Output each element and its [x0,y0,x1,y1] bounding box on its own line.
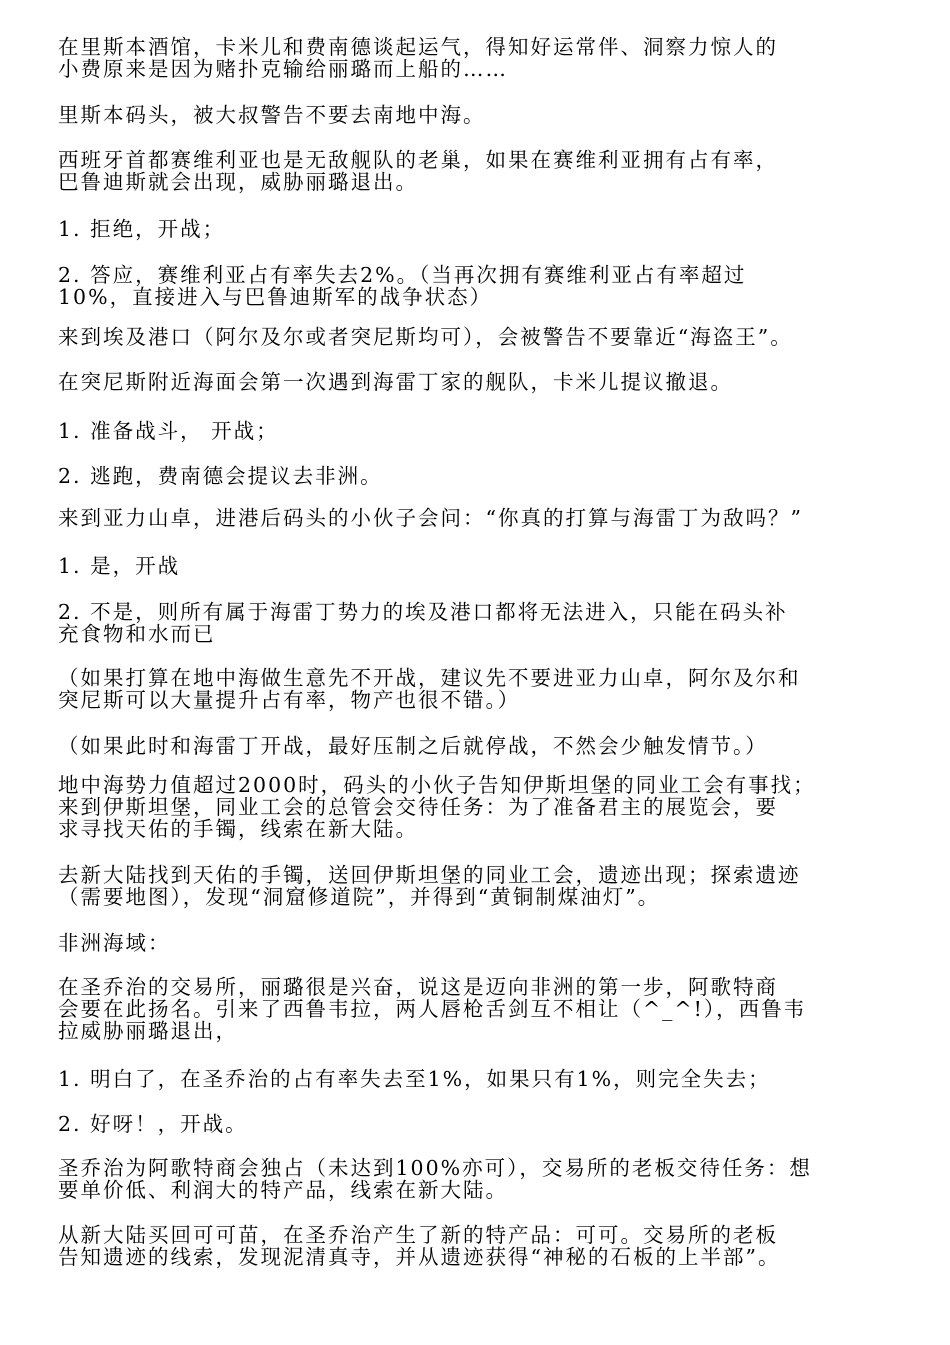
text-line: 非洲海域： [58,931,171,955]
text-line: 10%，直接进入与巴鲁迪斯军的战争状态） [58,285,493,309]
text-line: 1. 是，开战 [58,554,181,578]
text-line: 会要在此扬名。引来了西鲁韦拉，两人唇枪舌剑互不相让（^_^!），西鲁韦 [58,997,807,1021]
text-line: 求寻找天佑的手镯，线索在新大陆。 [58,817,418,841]
text-line: 1. 拒绝，开战； [58,217,226,241]
paragraph-egypt-ports [58,326,903,348]
paragraph-st-george [58,976,903,1042]
text-line: 2. 逃跑，费南德会提议去非洲。 [58,464,383,488]
text-line: 2. 好呀！，开战。 [58,1112,248,1136]
text-line: 1. 明白了，在圣乔治的占有率失去至1%，如果只有1%，则完全失去； [58,1067,771,1091]
text-line: 来到亚力山卓，进港后码头的小伙子会问：“你真的打算与海雷丁为敌吗？” [58,506,803,530]
text-line: 充食物和水而已 [58,622,216,646]
paragraph-trade-tip [58,667,903,711]
paragraph-option-yes [58,555,903,577]
text-line: 圣乔治为阿歌特商会独占（未达到100%亦可），交易所的老板交待任务：想 [58,1156,812,1180]
paragraph-cocoa [58,1224,903,1268]
text-line: 从新大陆买回可可苗，在圣乔治产生了新的特产品：可可。交易所的老板 [58,1223,778,1247]
text-line: 巴鲁迪斯就会出现，威胁丽璐退出。 [58,170,418,194]
paragraph-lisbon-dock [58,104,903,126]
text-line: 在圣乔治的交易所，丽璐很是兴奋，说这是迈向非洲的第一步，阿歌特商 [58,975,778,999]
text-line: 来到埃及港口（阿尔及尔或者突尼斯均可），会被警告不要靠近“海盗王”。 [58,325,793,349]
text-line: 在突尼斯附近海面会第一次遇到海雷丁家的舰队，卡米儿提议撤退。 [58,370,733,394]
paragraph-tunis-fleet [58,371,903,393]
text-line: 来到伊斯坦堡，同业工会的总管会交待任务：为了准备君主的展览会，要 [58,795,778,819]
text-line: 要单价低、利润大的特产品，线索在新大陆。 [58,1178,508,1202]
text-line: （如果此时和海雷丁开战，最好压制之后就停战，不然会少触发情节。） [58,734,768,758]
paragraph-option-agree [58,264,903,308]
text-line: 1. 准备战斗， 开战； [58,419,279,443]
text-line: 告知遗迹的线索，发现泥清真寺，并从遗迹获得“神秘的石板的上半部”。 [58,1245,781,1269]
text-line: （如果打算在地中海做生意先不开战，建议先不要进亚力山卓，阿尔及尔和 [58,666,801,690]
paragraph-ceasefire-tip [58,735,903,757]
text-line: 拉威胁丽璐退出， [58,1019,238,1043]
paragraph-africa-heading [58,932,903,954]
paragraph-option-okay [58,1113,903,1135]
text-line: 突尼斯可以大量提升占有率，物产也很不错。） [58,688,521,712]
paragraph-bracelet [58,864,903,908]
text-line: 里斯本码头，被大叔警告不要去南地中海。 [58,103,486,127]
text-line: 西班牙首都赛维利亚也是无敌舰队的老巢，如果在赛维利亚拥有占有率， [58,148,778,172]
paragraph-option-fight [58,420,903,442]
paragraph-option-refuse [58,218,903,240]
text-line: 2. 答应，赛维利亚占有率失去2%。（当再次拥有赛维利亚占有率超过 [58,263,747,287]
text-line: 2. 不是，则所有属于海雷丁势力的埃及港口都将无法进入，只能在码头补 [58,600,788,624]
paragraph-option-understood [58,1068,903,1090]
paragraph-seville [58,149,903,193]
paragraph-lisbon-tavern [58,36,903,80]
paragraph-monopoly [58,1157,903,1201]
paragraph-option-no [58,601,903,645]
text-line: 小费原来是因为赌扑克输给丽璐而上船的…… [58,57,508,81]
text-line: 地中海势力值超过2000时，码头的小伙子告知伊斯坦堡的同业工会有事找； [58,773,816,797]
paragraph-alexandria [58,507,903,529]
paragraph-option-flee [58,465,903,487]
text-line: （需要地图），发现“洞窟修道院”，并得到“黄铜制煤油灯”。 [58,885,661,909]
paragraph-istanbul [58,774,903,840]
text-line: 在里斯本酒馆，卡米儿和费南德谈起运气，得知好运常伴、洞察力惊人的 [58,35,778,59]
text-line: 去新大陆找到天佑的手镯，送回伊斯坦堡的同业工会，遗迹出现；探索遗迹 [58,863,801,887]
